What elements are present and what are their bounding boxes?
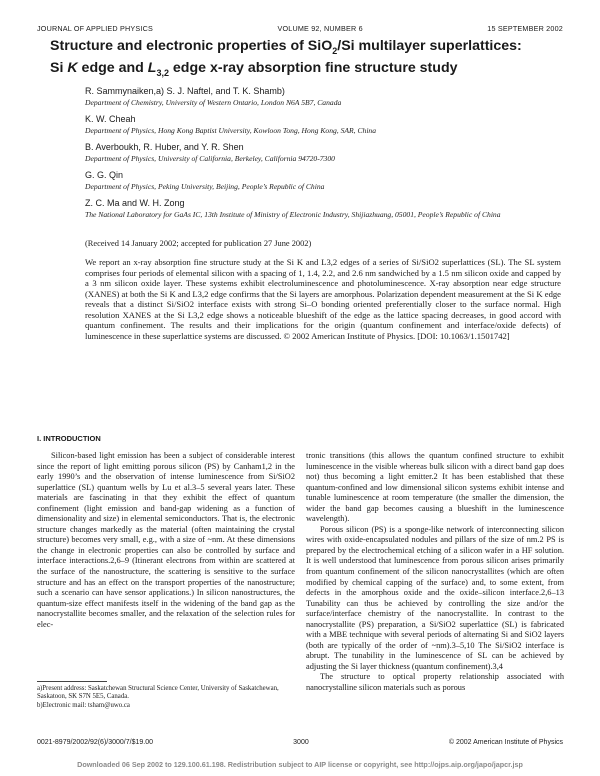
page-number: 3000 <box>293 739 309 746</box>
title-sub: 3,2 <box>156 67 169 78</box>
volume-number: VOLUME 92, NUMBER 6 <box>277 24 363 33</box>
copyright: © 2002 American Institute of Physics <box>448 739 563 746</box>
affiliation: Department of Chemistry, University of Western Ontario, London N6A 5B7, Canada <box>85 98 342 107</box>
paragraph: Porous silicon (PS) is a sponge-like network of interconnecting silicon wires with oxide-encapsulated nodules and pillars of the size of nm.2 PS is prepared by the electrochemical etching of a silicon wafer in a HF solution. It is well understood that luminescence from porous silicon arises primarily from quantum confinement of the silicon nanocrystallites (which are often modified by chemical capping of the surface) and, to some extent, from defects in the amorphous oxide and the oxide–silicon interface.2,6–13 Tunability can thus be achieved by controlling the size and/or the surface/interface chemistry of the nanocrystallite. In contrast to the nanocrystallite (PS) preparation, a Si/SiO2 superlattice (SL) is fabricated with a MBE technique with several periods of alternating Si and SiO2 layers (both are typically of the order of ~nm).3–5,10 The Si/SiO2 interface is abrupt. The tunability in the luminescence of SL can be achieved by adjusting the Si layer thickness (quantum confinement).3,4 <box>306 524 564 671</box>
paragraph: tronic transitions (this allows the quantum confined structure to exhibit luminescence in the visible whereas bulk silicon with a direct band gap does not) thus becoming a light emitter.2 It has been established that these quantum-confined and low dimensional silicon systems exhibit intense and tunable luminescence at room temperature (the smaller the dimension, the wider the band gap becomes causing a blueshift in the luminescence wavelength). <box>306 451 564 524</box>
footnote-rule <box>37 681 107 682</box>
section-heading: I. INTRODUCTION <box>37 434 101 443</box>
article-code: 0021-8979/2002/92(6)/3000/7/$19.00 <box>37 739 153 746</box>
right-column <box>306 451 564 694</box>
title-part: Structure and electronic properties of SiO <box>50 38 333 54</box>
left-column <box>37 451 295 630</box>
title-part: /Si multilayer superlattices: <box>337 38 522 54</box>
title-sub: 2 <box>332 45 338 56</box>
affiliation: Department of Physics, Peking University, Beijing, People’s Republic of China <box>85 182 325 191</box>
article-title <box>50 38 570 82</box>
affiliation: Department of Physics, University of California, Berkeley, California 94720-7300 <box>85 154 335 163</box>
affiliation: Department of Physics, Hong Kong Baptist University, Kowloon Tong, Hong Kong, SAR, China <box>85 126 377 135</box>
author-list: Z. C. Ma and W. H. Zong <box>85 198 185 208</box>
author-list: R. Sammynaiken,a) S. J. Naftel, and T. K. Shamb) <box>85 86 285 96</box>
paragraph: Silicon-based light emission has been a subject of considerable interest since the report of light emitting porous silicon (PS) by Canham1,2 in the early 1990’s and the observation of intense luminescence from Si/SiO2 superlattice (SL) quantum wells by Lu et al.3–5 several years later. These materials are fascinating in that they exhibit the effect of quantum confinement (light emission and band-gap widening as a function of dimensionality and size) in elemental semiconductors. That is, the electronic structure changes markedly as the material (often maintaining the crystal structure) becomes very small, e.g., with a size of ~nm. At these dimensions the change in electronic properties can also be controlled by surface and interface interactions.2,6–9 (Itinerant electrons from within are scattered at the surface of the nanostructure, the scattering is sensitive to the surface structure and has an effect on the transport properties of the nanostructure; such a scenario can have sensor applications.) In silicon nanostructures, the quantum-size effect manifests itself in the widening of the band gap as the nanocrystallite becomes smaller, and the relaxation of the selection rules for elec- <box>37 451 295 629</box>
title-part: L <box>147 59 157 76</box>
journal-name: JOURNAL OF APPLIED PHYSICS <box>37 24 153 33</box>
download-notice: Downloaded 06 Sep 2002 to 129.100.61.198. Redistribution subject to AIP license or copyright, see http://ojps.aip.org/japo/japcr.jsp <box>77 760 523 769</box>
paragraph: The structure to optical property relationship associated with nanocrystalline silicon materials such as porous <box>306 672 564 693</box>
title-part: K <box>67 59 78 76</box>
author-list: B. Averboukh, R. Huber, and Y. R. Shen <box>85 142 244 152</box>
title-part: edge x-ray absorption fine structure study <box>168 59 458 76</box>
running-header <box>37 24 563 33</box>
footnotes <box>37 685 295 710</box>
affiliation: The National Laboratory for GaAs IC, 13th Institute of Ministry of Electronic Industry, Shijiazhuang, 05001, People’s Republic of China <box>85 210 501 219</box>
footnote: b)Electronic mail: tsham@uwo.ca <box>37 701 130 709</box>
author-list: K. W. Cheah <box>85 114 136 124</box>
page-footer <box>37 739 563 746</box>
issue-date: 15 SEPTEMBER 2002 <box>487 24 563 33</box>
title-part: Si <box>50 59 68 76</box>
received-dates: (Received 14 January 2002; accepted for publication 27 June 2002) <box>85 239 312 248</box>
author-list: G. G. Qin <box>85 170 124 180</box>
footnote: a)Present address: Saskatchewan Structural Science Center, University of Saskatchewan, Saskatoon, SK S7N 5E5, Canada. <box>37 685 279 701</box>
abstract: We report an x-ray absorption fine structure study at the Si K and L3,2 edges of a series of Si/SiO2 superlattices (SL). The SL system comprises four periods of elemental silicon with a spacing of 1, 1.4, 2.2, and 2.6 nm sandwiched by a 1.5 nm silicon oxide and capped by a 3 nm silicon oxide layer. These systems exhibit electroluminescence and photoluminescence. X-ray absorption near edge structure (XANES) at both the Si K and L3,2 edge confirms that the Si layers are amorphous. Polarization dependent measurement at the Si K edge reveals that a distinct Si/SiO2 interface exists with strong Si–O bonding oriented preferentially closer to the surface normal. High resolution XANES at the Si L3,2 edge shows a noticeable blueshift of the edge as the lattice spacing decreases, in good accord with quantum confinement. The results and their implications for the origin (quantum confinement and interface/oxide defects) of luminescence in these superlattice systems are discussed. © 2002 American Institute of Physics. [DOI: 10.1063/1.1501742] <box>85 257 561 341</box>
title-part: edge and <box>77 59 148 76</box>
